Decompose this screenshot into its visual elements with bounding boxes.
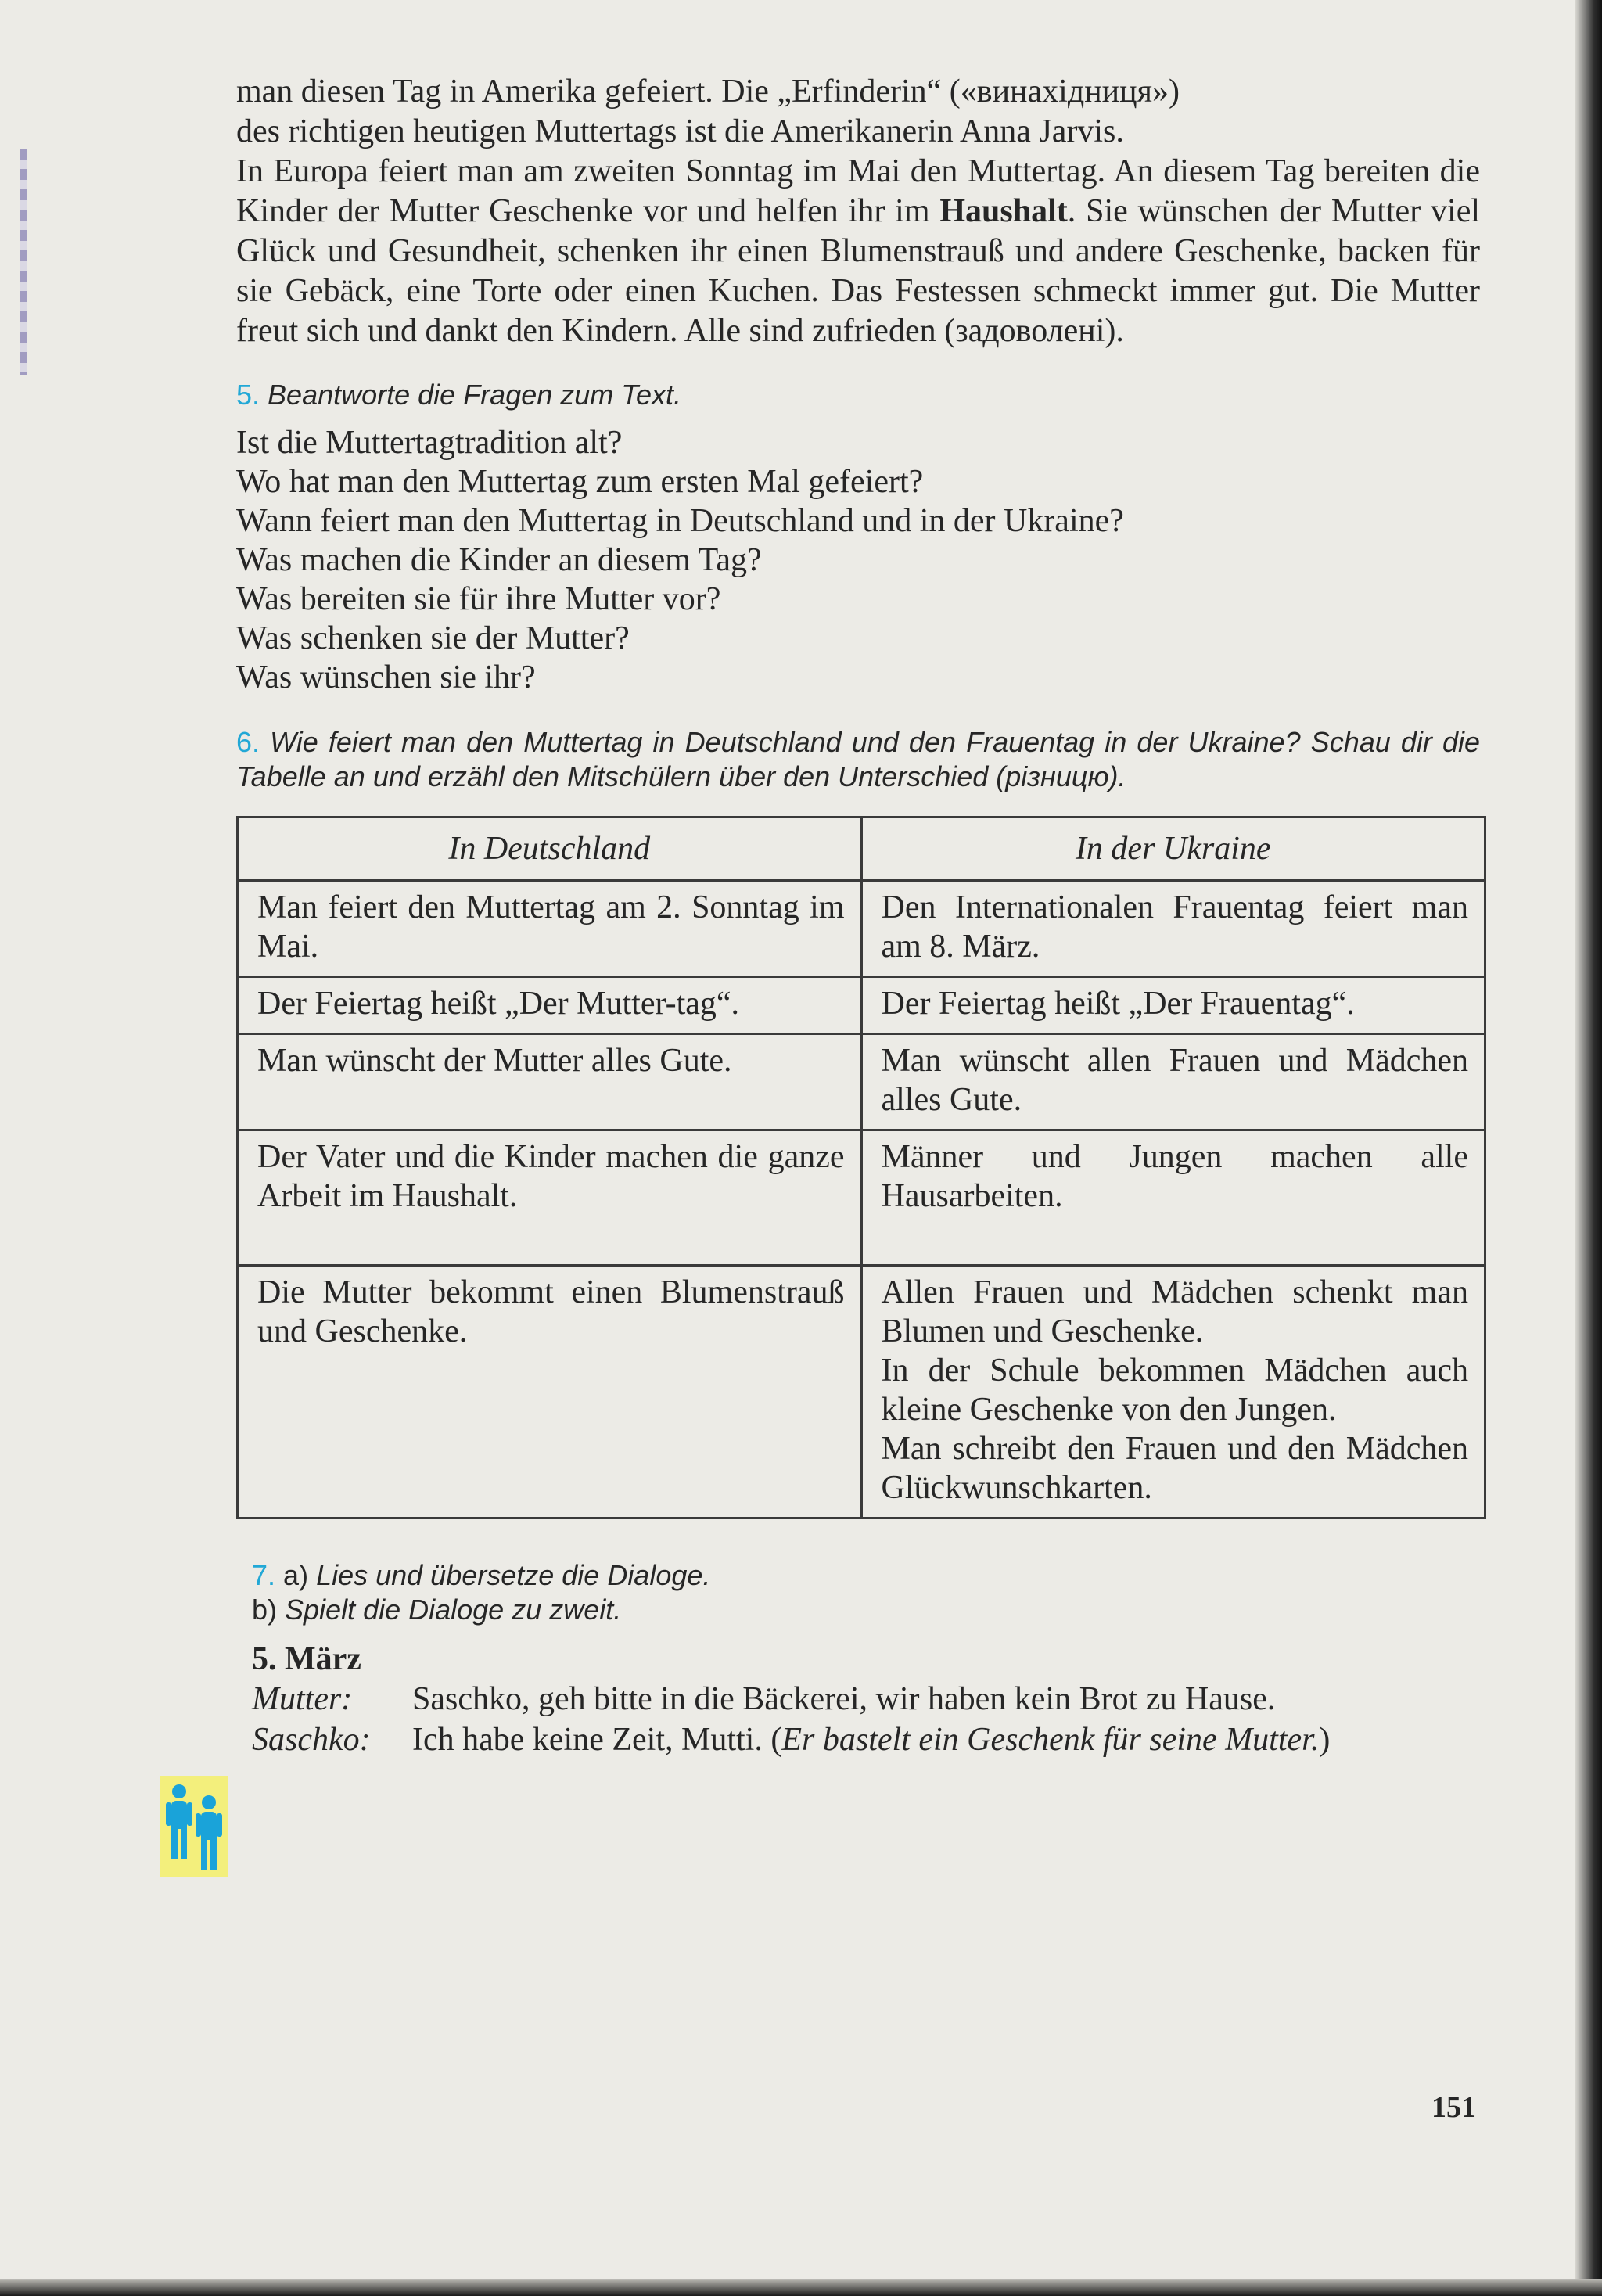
table-cell-multi	[861, 1266, 1485, 1518]
dialog-speech: Saschko, geh bitte in die Bäckerei, wir haben kein Brot zu Hause.	[412, 1681, 1276, 1717]
dialog-speech-text: Ich habe keine Zeit, Mutti. (	[412, 1722, 782, 1758]
table-header-row	[238, 817, 1485, 881]
question-list	[236, 423, 1480, 697]
table-cell: Man wünscht allen Frauen und Mädchen alles Gute.	[861, 1034, 1485, 1130]
table-cell: Der Vater und die Kinder machen die ganze Arbeit im Haushalt.	[238, 1130, 862, 1266]
intro-line-2: des richtigen heutigen Muttertags ist die Amerikanerin Anna Jarvis.	[236, 113, 1124, 149]
intro-paragraph	[236, 72, 1480, 351]
task-5-heading	[236, 378, 1480, 412]
table-row	[238, 1266, 1485, 1518]
dialog-title: 5. März	[252, 1641, 361, 1677]
task-7-heading	[236, 1558, 1480, 1627]
task-7-b-text: Spielt die Dialoge zu zweit.	[285, 1594, 622, 1626]
page-content	[236, 72, 1480, 1760]
question-item: Was bereiten sie für ihre Mutter vor?	[236, 581, 721, 617]
stage-direction: Er bastelt ein Geschenk für seine Mutter.	[781, 1722, 1320, 1758]
question-item: Ist die Muttertagtradition alt?	[236, 425, 623, 461]
dialog-speech-after: )	[1319, 1722, 1331, 1758]
table-cell: Man feiert den Muttertag am 2. Sonntag im Mai.	[238, 881, 862, 977]
keyword-haushalt: Haushalt	[939, 193, 1068, 229]
intro-text-b: . Sie wünschen der Mutter viel Glück und Gesundheit, schenken ihr einen Blumenstrauß und andere Geschenke, backen für sie Gebäck, eine Torte oder einen Kuchen. Das Festessen schmeckt immer gut. Die Mutter freut sich und dankt den Kindern. Alle sind zufrieden (задоволені).	[236, 193, 1481, 349]
table-row	[238, 881, 1485, 977]
dialog-speaker: Saschko:	[252, 1722, 371, 1758]
question-item: Was wünschen sie ihr?	[236, 659, 536, 695]
table-cell: Den Internationalen Frauentag feiert man am 8. März.	[861, 881, 1485, 977]
dialog-speech	[412, 1719, 1480, 1760]
table-cell: Man wünscht der Mutter alles Gute.	[238, 1034, 862, 1130]
task-6-instruction: Wie feiert man den Muttertag in Deutschland und den Frauentag in der Ukraine? Schau dir die Tabelle an und erzähl den Mitschülern über den Unterschied (різницю).	[236, 726, 1480, 792]
dialog-speaker: Mutter:	[252, 1681, 353, 1717]
table-cell: Die Mutter bekommt einen Blumenstrauß und Geschenke.	[238, 1266, 862, 1518]
table-row	[238, 1130, 1485, 1266]
cell-paragraph: Allen Frauen und Mädchen schenkt man Blumen und Geschenke.	[881, 1274, 1468, 1349]
column-header-ukraine: In der Ukraine	[861, 817, 1485, 881]
intro-line-1: man diesen Tag in Amerika gefeiert. Die „Erfinderin“ («винахідниця»)	[236, 74, 1180, 110]
question-item: Wann feiert man den Muttertag in Deutschland und in der Ukraine?	[236, 503, 1124, 539]
table-row	[238, 1034, 1485, 1130]
cell-paragraph: In der Schule bekommen Mädchen auch kleine Geschenke von den Jungen.	[881, 1353, 1468, 1428]
table-cell: Männer und Jungen machen alle Hausarbeiten.	[861, 1130, 1485, 1266]
comparison-table	[236, 816, 1486, 1519]
page-number: 151	[1431, 2091, 1476, 2124]
page-fold-shadow	[1575, 0, 1602, 2296]
page-edge-mark	[20, 149, 27, 375]
task-7-a-label: a)	[283, 1559, 317, 1591]
task-6-number: 6.	[236, 726, 260, 758]
dialog-line	[252, 1719, 1480, 1760]
task-7-line-b	[252, 1593, 1480, 1627]
cell-paragraph: Man schreibt den Frauen und den Mädchen Glückwunschkarten.	[881, 1431, 1468, 1506]
task-7-a-text: Lies und übersetze die Dialoge.	[316, 1559, 711, 1591]
pair-work-icon	[160, 1776, 228, 1877]
task-5-number: 5.	[236, 379, 260, 411]
question-item: Was machen die Kinder an diesem Tag?	[236, 542, 762, 578]
table-row	[238, 977, 1485, 1034]
dialog	[252, 1679, 1480, 1760]
page-bottom-shadow	[0, 2279, 1602, 2296]
column-header-deutschland: In Deutschland	[238, 817, 862, 881]
task-5-instruction: Beantworte die Fragen zum Text.	[268, 379, 681, 411]
task-7-line-a	[252, 1558, 1480, 1593]
task-7-number: 7.	[252, 1559, 276, 1591]
task-6-heading	[236, 725, 1480, 794]
task-7-b-label: b)	[252, 1594, 286, 1626]
dialog-line	[252, 1679, 1480, 1719]
question-item: Wo hat man den Muttertag zum ersten Mal gefeiert?	[236, 464, 924, 500]
question-item: Was schenken sie der Mutter?	[236, 620, 630, 656]
table-cell: Der Feiertag heißt „Der Mutter-tag“.	[238, 977, 862, 1034]
intro-text-a: In Europa feiert man am zweiten Sonntag im Mai den Muttertag. An diesem Tag bereiten die Kinder der Mutter Geschenke vor und helfen ihr im	[236, 153, 1480, 229]
table-cell: Der Feiertag heißt „Der Frauentag“.	[861, 977, 1485, 1034]
